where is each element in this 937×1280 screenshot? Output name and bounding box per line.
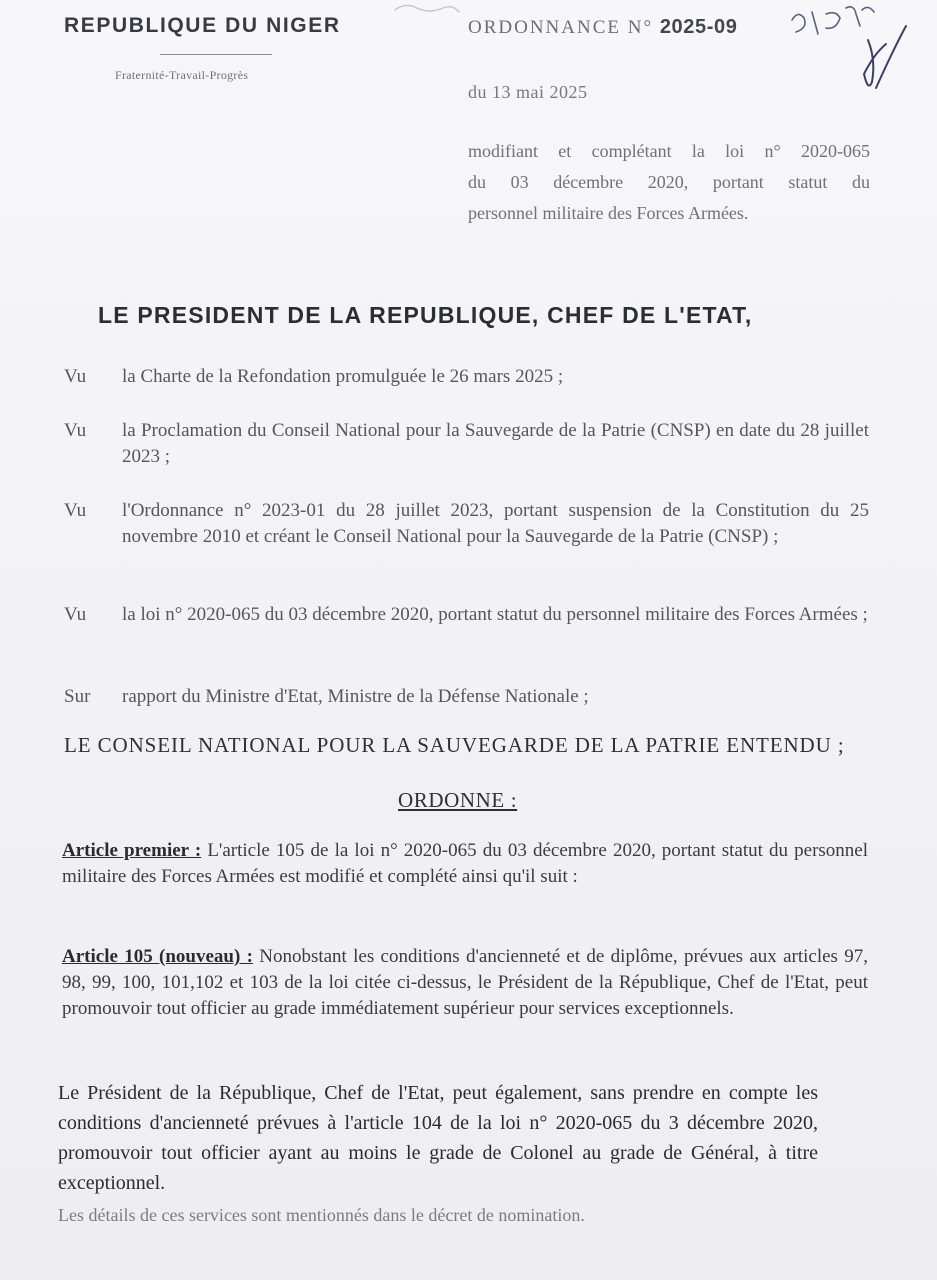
subject-line: du 03 décembre 2020, portant statut du <box>468 172 870 192</box>
paragraph-general-promotion: Le Président de la République, Chef de l'Etat, peut également, sans prendre en compte les conditions d'ancienneté prévues à l'article 104 de la loi n° 2020-065 du 3 décembre 2020, promouvoir tout officier ayant au moins le grade de Colonel au grade de Général, à titre exceptionnel. <box>58 1082 818 1194</box>
national-motto: Fraternité-Travail-Progrès <box>115 68 249 82</box>
council-statement: LE CONSEIL NATIONAL POUR LA SAUVEGARDE DE LA PATRIE ENTENDU ; <box>64 733 845 757</box>
ordinance-number: 2025-09 <box>659 16 738 38</box>
article-text: Nonobstant les conditions d'ancienneté et de diplôme, prévues aux articles 97, 98, 99, 100, 101,102 et 103 de la loi citée ci-dessus, le Président de la République, Chef de l'Etat, peut promouvoir tout officier au grade immédiatement supérieur pour services exceptionnels. <box>62 946 868 1019</box>
visa-text: la loi n° 2020-065 du 03 décembre 2020, portant statut du personnel militaire des Forces Armées ; <box>122 604 868 625</box>
visa-text: la Charte de la Refondation promulguée le 26 mars 2025 ; <box>122 366 564 387</box>
visa-label: Vu <box>64 604 87 625</box>
article-text: L'article 105 de la loi n° 2020-065 du 03 décembre 2020, portant statut du personnel militaire des Forces Armées est modifié et complété ainsi qu'il suit : <box>62 840 869 887</box>
article-premier <box>62 838 868 890</box>
ordinance-title <box>468 16 737 39</box>
visa-item <box>64 684 869 710</box>
visa-label: Vu <box>64 500 87 521</box>
visa-item <box>64 498 869 550</box>
paragraph-details: Les détails de ces services sont mentionnés dans le décret de nomination. <box>58 1205 585 1225</box>
article-heading: Article 105 (nouveau) : <box>62 946 253 967</box>
subject-line: modifiant et complétant la loi n° 2020-065 <box>468 141 870 161</box>
handwritten-initials <box>792 7 874 34</box>
visa-text: l'Ordonnance n° 2023-01 du 28 juillet 2023, portant suspension de la Constitution du 25 novembre 2010 et créant le Conseil National pour la Sauvegarde de la Patrie (CNSP) ; <box>122 500 869 547</box>
authority-heading: LE PRESIDENT DE LA REPUBLIQUE, CHEF DE L'ETAT, <box>98 302 753 328</box>
ordinance-prefix: ORDONNANCE N° <box>468 17 654 38</box>
article-heading: Article premier : <box>62 840 202 861</box>
visa-item <box>64 418 869 470</box>
article-105 <box>62 944 868 1022</box>
visa-label: Sur <box>64 686 91 707</box>
visa-text: rapport du Ministre d'Etat, Ministre de la Défense Nationale ; <box>122 686 589 707</box>
ordinance-date: du 13 mai 2025 <box>468 82 588 102</box>
subject-line: personnel militaire des Forces Armées. <box>468 203 749 223</box>
title-divider <box>160 54 272 55</box>
visa-item <box>64 364 869 390</box>
faint-stamp-scribble <box>395 5 459 12</box>
handwritten-paraphe <box>864 26 906 88</box>
ordonne-heading: ORDONNE : <box>398 788 518 812</box>
visa-label: Vu <box>64 420 87 441</box>
visa-item <box>64 602 869 628</box>
visa-label: Vu <box>64 366 87 387</box>
republic-title: REPUBLIQUE DU NIGER <box>64 14 341 37</box>
visa-text: la Proclamation du Conseil National pour la Sauvegarde de la Patrie (CNSP) en date du 28 juillet 2023 ; <box>122 420 869 467</box>
ordinance-subject <box>468 136 870 229</box>
